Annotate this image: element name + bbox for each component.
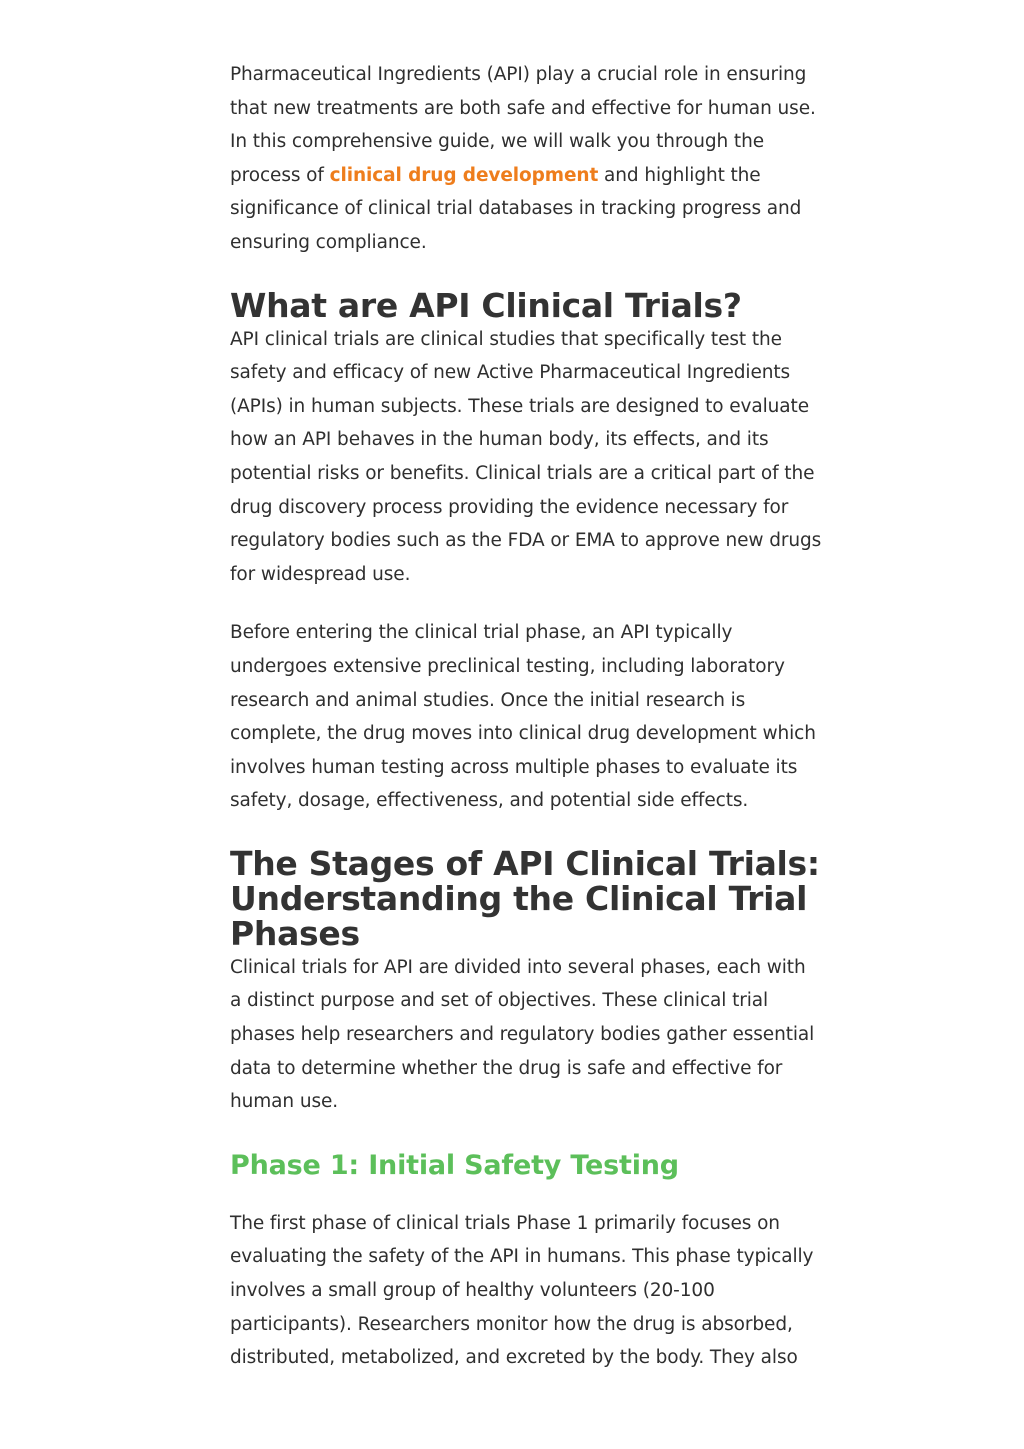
section1-paragraph-2: Before entering the clinical trial phase, an API typically undergoes extensive preclinical testing, including laboratory research and animal studies. Once the initial research is complete, the drug moves into clinical drug development which involves human testing across multiple phases to evaluate its safety, dosage, effectiveness, and potential side effects.: [230, 622, 816, 812]
section-heading-stages-of-api-clinical-trials: The Stages of API Clinical Trials: Understanding the Clinical Trial Phases: [230, 843, 820, 953]
section2-paragraph-1: Clinical trials for API are divided into several phases, each with a distinct purpose and set of objectives. These clinical trial phases help researchers and regulatory bodies gather essential data to determine whether the drug is safe and effective for human use.: [230, 956, 815, 1113]
phase-1-heading: Phase 1: Initial Safety Testing: [230, 1149, 679, 1181]
section-heading-what-are-api-clinical-trials: What are API Clinical Trials?: [230, 285, 742, 325]
clinical-drug-development-link[interactable]: clinical drug development: [329, 164, 599, 186]
intro-paragraph: [230, 58, 822, 260]
section1-paragraph-1: API clinical trials are clinical studies that specifically test the safety and efficacy of new Active Pharmaceutical Ingredients (APIs) in human subjects. These trials are designed to evaluate how an API behaves in the human body, its effects, and its potential risks or benefits. Clinical trials are a critical part of the drug discovery process providing the evidence necessary for regulatory bodies such as the FDA or EMA to approve new drugs for widespread use.: [230, 328, 822, 585]
intro-text-before-link: Pharmaceutical Ingredients (API) play a crucial role in ensuring that new treatments are both safe and effective for human use. In this comprehensive guide, we will walk you through the process of: [230, 64, 816, 186]
phase1-paragraph-1: The first phase of clinical trials Phase 1 primarily focuses on evaluating the safety of the API in humans. This phase typically involves a small group of healthy volunteers (20-100 participants). Researchers monitor how the drug is absorbed, distributed, metabolized, and excreted by the body. They also: [230, 1212, 814, 1369]
intro-text-after-link: and highlight the significance of clinical trial databases in tracking progress and ensuring compliance.: [230, 164, 802, 253]
article-content: [230, 58, 822, 1375]
